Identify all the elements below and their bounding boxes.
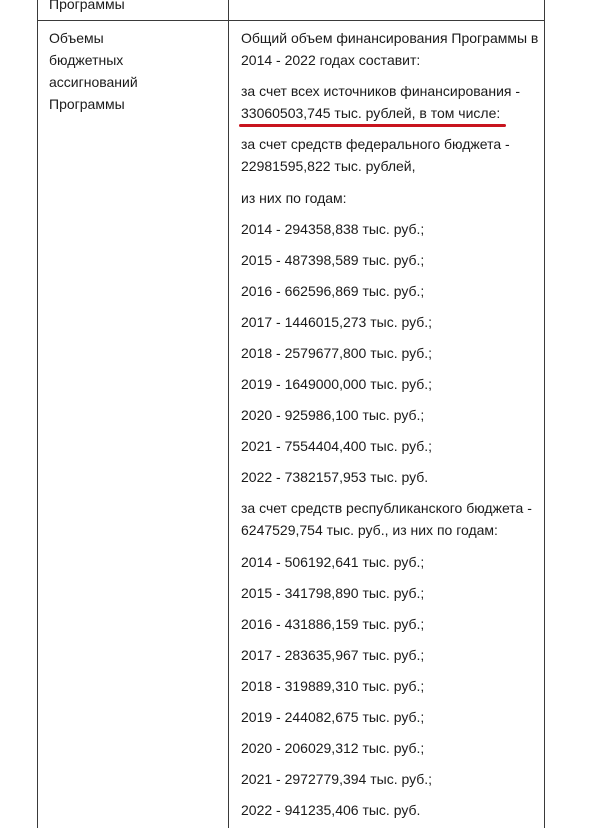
federal-year-item: 2016 - 662596,869 тыс. руб.; <box>241 283 425 299</box>
republic-year-item: 2022 - 941235,406 тыс. руб. <box>241 802 421 818</box>
red-underline-mark <box>239 124 506 127</box>
row-label-line: Объемы <box>49 30 104 46</box>
federal-year-item: 2022 - 7382157,953 тыс. руб. <box>241 469 429 485</box>
republic-line: за счет средств республиканского бюджета - <box>241 500 532 516</box>
republic-year-item: 2019 - 244082,675 тыс. руб.; <box>241 709 425 725</box>
republic-year-item: 2020 - 206029,312 тыс. руб.; <box>241 740 425 756</box>
federal-year-item: 2017 - 1446015,273 тыс. руб.; <box>241 314 433 330</box>
federal-line: за счет средств федерального бюджета - <box>241 136 510 152</box>
previous-row-label: Программы <box>49 0 125 12</box>
federal-year-item: 2021 - 7554404,400 тыс. руб.; <box>241 438 433 454</box>
total-line: за счет всех источников финансирования - <box>241 83 521 99</box>
intro-line: Общий объем финансирования Программы в <box>241 30 539 46</box>
total-amount-line <box>241 102 541 124</box>
row-content-cell <box>241 27 541 830</box>
republic-line: 6247529,754 тыс. руб., из них по годам: <box>241 522 498 538</box>
republic-year-item: 2016 - 431886,159 тыс. руб.; <box>241 616 425 632</box>
republic-year-item: 2021 - 2972779,394 тыс. руб.; <box>241 771 433 787</box>
intro-line: 2014 - 2022 годах составит: <box>241 52 421 68</box>
republic-year-item: 2018 - 319889,310 тыс. руб.; <box>241 678 425 694</box>
row-label-line: ассигнований <box>49 74 138 90</box>
highlighted-total <box>241 102 500 124</box>
row-divider <box>38 20 544 21</box>
row-label-line: бюджетных <box>49 52 124 68</box>
federal-year-item: 2014 - 294358,838 тыс. руб.; <box>241 221 425 237</box>
federal-year-item: 2015 - 487398,589 тыс. руб.; <box>241 252 425 268</box>
row-label-cell <box>49 27 219 115</box>
federal-line: 22981595,822 тыс. рублей, <box>241 158 416 174</box>
row-label-line: Программы <box>49 96 125 112</box>
federal-year-item: 2019 - 1649000,000 тыс. руб.; <box>241 376 433 392</box>
federal-year-item: 2020 - 925986,100 тыс. руб.; <box>241 407 425 423</box>
federal-years-intro: из них по годам: <box>241 190 347 206</box>
total-amount-text: 33060503,745 тыс. рублей, в том числе: <box>241 105 501 121</box>
federal-year-item: 2018 - 2579677,800 тыс. руб.; <box>241 345 433 361</box>
budget-table <box>37 0 545 828</box>
republic-year-item: 2015 - 341798,890 тыс. руб.; <box>241 585 425 601</box>
column-divider <box>228 0 229 828</box>
republic-year-item: 2014 - 506192,641 тыс. руб.; <box>241 554 425 570</box>
republic-year-item: 2017 - 283635,967 тыс. руб.; <box>241 647 425 663</box>
